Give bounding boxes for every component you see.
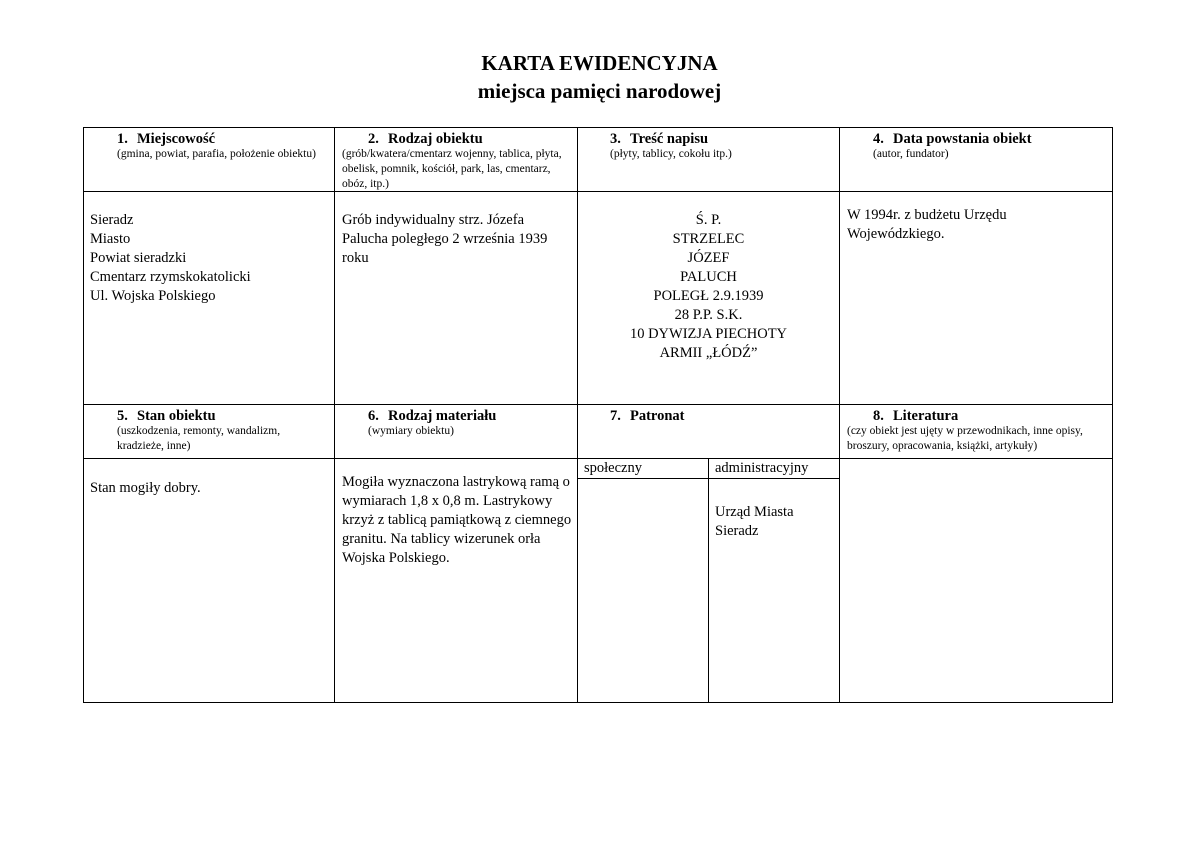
inscription-line: JÓZEF <box>687 250 730 266</box>
header-number: 2. <box>368 131 379 147</box>
column-divider-1 <box>334 127 335 703</box>
row1-header-divider <box>83 191 1113 192</box>
miejscowosc-line: Ul. Wojska Polskiego <box>90 288 216 304</box>
patronat-administracyjny-label: administracyjny <box>715 460 809 476</box>
header-description: (uszkodzenia, remonty, wandalizm, kradzieże, inne) <box>117 425 281 452</box>
header-number: 4. <box>873 131 884 147</box>
tresc-napisu-value <box>578 211 839 363</box>
rodzaj-materialu-value: Mogiła wyznaczona lastrykową ramą o wymiarach 1,8 x 0,8 m. Lastrykowy krzyż z tablicą pamiątkową z ciemnego granitu. Na tablicy wizerunek orła Wojska Polskiego. <box>342 474 572 566</box>
miejscowosc-line: Powiat sieradzki <box>90 250 187 266</box>
header-label: Miejscowość <box>137 131 216 147</box>
inscription-line: ARMII „ŁÓDŹ” <box>659 345 758 361</box>
inscription-line: POLEGŁ 2.9.1939 <box>653 288 764 304</box>
document-subtitle: miejsca pamięci narodowej <box>477 79 722 103</box>
header-label: Treść napisu <box>630 131 709 147</box>
header-label: Rodzaj obiektu <box>388 131 483 147</box>
patronat-column-divider <box>708 458 709 703</box>
header-stan-obiektu <box>117 408 329 454</box>
header-description: (gmina, powiat, parafia, położenie obiektu) <box>117 148 316 160</box>
column-divider-3 <box>839 127 840 703</box>
inscription-line: PALUCH <box>680 269 737 285</box>
data-powstania-value: W 1994r. z budżetu Urzędu Wojewódzkiego. <box>847 207 1007 242</box>
miejscowosc-value <box>90 211 330 306</box>
table-border-right <box>1112 127 1113 703</box>
header-miejscowosc <box>117 131 329 162</box>
table-border-left <box>83 127 84 703</box>
table-border-bottom <box>83 702 1113 703</box>
header-description: (czy obiekt jest ujęty w przewodnikach, inne opisy, broszury, opracowania, książki, artykuły) <box>847 425 1083 452</box>
header-number: 5. <box>117 408 128 424</box>
header-description: (grób/kwatera/cmentarz wojenny, tablica, płyta, obelisk, pomnik, kościół, park, las, cmentarz, obóz, itp.) <box>342 148 562 190</box>
stan-obiektu-value: Stan mogiły dobry. <box>90 480 201 496</box>
header-label: Literatura <box>893 408 959 424</box>
header-rodzaj-obiektu <box>342 131 572 192</box>
header-description: (płyty, tablicy, cokołu itp.) <box>610 148 732 160</box>
header-rodzaj-materialu <box>368 408 572 439</box>
header-patronat <box>610 408 835 424</box>
row-divider <box>83 404 1113 405</box>
inscription-line: STRZELEC <box>672 231 745 247</box>
miejscowosc-line: Sieradz <box>90 212 134 228</box>
header-label: Patronat <box>630 408 685 424</box>
header-description: (autor, fundator) <box>873 148 949 160</box>
header-number: 8. <box>873 408 884 424</box>
table-border-top <box>83 127 1113 128</box>
header-label: Stan obiektu <box>137 408 216 424</box>
header-description: (wymiary obiektu) <box>368 425 454 437</box>
header-number: 1. <box>117 131 128 147</box>
header-number: 6. <box>368 408 379 424</box>
header-data-powstania <box>873 131 1109 162</box>
rodzaj-obiektu-value: Grób indywidualny strz. Józefa Palucha poległego 2 września 1939 roku <box>342 212 548 266</box>
patronat-administracyjny-value: Urząd Miasta Sieradz <box>715 504 794 539</box>
inscription-line: 28 P.P. S.K. <box>674 307 743 323</box>
header-literatura <box>847 408 1109 454</box>
header-label: Data powstania obiekt <box>893 131 1032 147</box>
inscription-line: 10 DYWIZJA PIECHOTY <box>629 326 788 342</box>
patronat-spoleczny-label: społeczny <box>584 460 642 476</box>
inscription-line: Ś. P. <box>695 212 722 228</box>
miejscowosc-line: Cmentarz rzymskokatolicki <box>90 269 251 285</box>
header-number: 7. <box>610 408 621 424</box>
header-label: Rodzaj materiału <box>388 408 497 424</box>
header-number: 3. <box>610 131 621 147</box>
document-title: KARTA EWIDENCYJNA <box>481 51 718 75</box>
header-tresc-napisu <box>610 131 835 162</box>
miejscowosc-line: Miasto <box>90 231 131 247</box>
